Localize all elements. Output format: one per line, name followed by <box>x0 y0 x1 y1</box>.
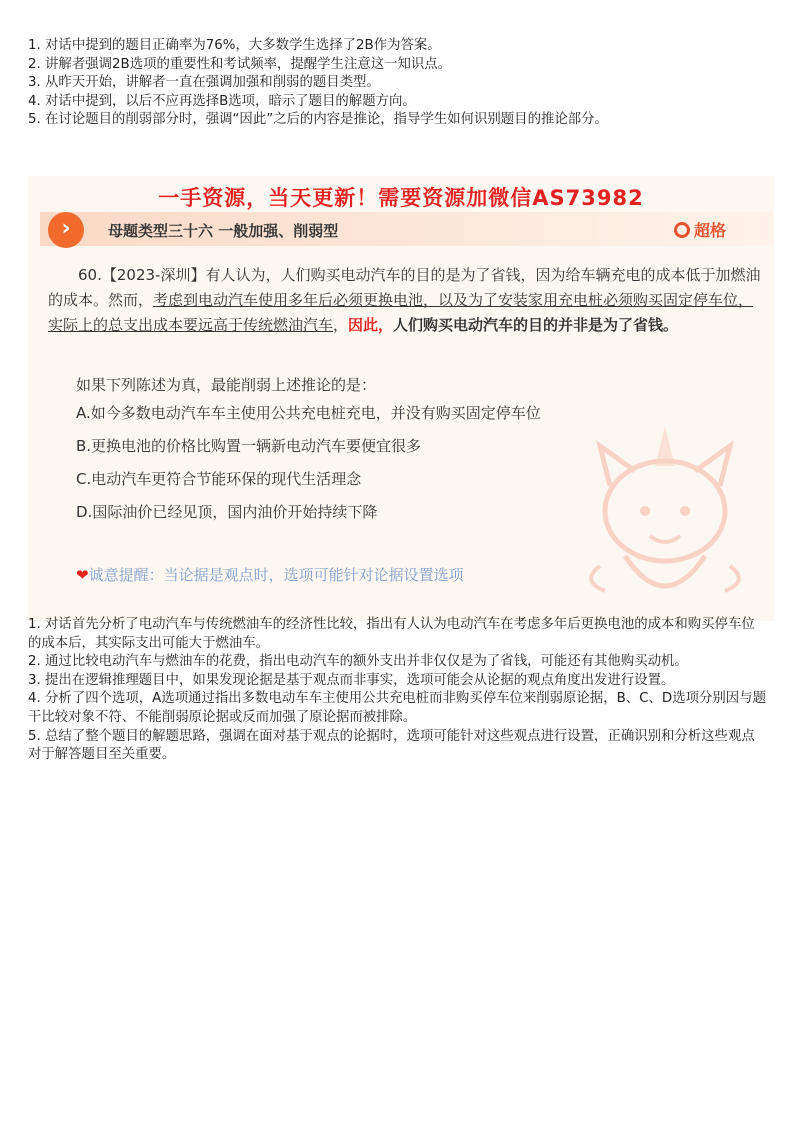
promo-headline: 一手资源，当天更新！需要资源加微信AS73982 <box>158 186 644 210</box>
chevron-right-icon: › <box>48 212 84 248</box>
question-therefore: 因此， <box>348 316 394 334</box>
brand-name: 超格 <box>693 221 726 240</box>
note-item: 1. 对话中提到的题目正确率为76%，大多数学生选择了2B作为答案。 <box>28 38 441 53</box>
question-card <box>28 176 774 621</box>
option-d: D.国际油价已经见顶，国内油价开始持续下降 <box>76 503 378 521</box>
option-b: B.更换电池的价格比购置一辆新电动汽车要便宜很多 <box>76 437 422 455</box>
summary-notes-top <box>28 37 768 130</box>
note-item: 4. 分析了四个选项，A选项通过指出多数电动车车主使用公共充电桩而非购买停车位来削弱原论据，B、C、D选项分别因与题干比较对象不符、不能削弱原论据或反而加强了原论据而被排除。 <box>28 691 766 725</box>
note-item: 4. 对话中提到，以后不应再选择B选项，暗示了题目的解题方向。 <box>28 93 416 109</box>
note-item: 5. 在讨论题目的削弱部分时，强调“因此”之后的内容是推论，指导学生如何识别题目的推论部分。 <box>28 112 608 128</box>
option-a: A.如今多数电动汽车车主使用公共充电桩充电，并没有购买固定停车位 <box>76 404 541 422</box>
note-item: 2. 通过比较电动汽车与燃油车的花费，指出电动汽车的额外支出并非仅仅是为了省钱，可能还有其他购买动机。 <box>28 654 688 670</box>
summary-notes-bottom <box>28 616 768 765</box>
brand-g-icon <box>674 222 690 238</box>
question-conclusion: 人们购买电动汽车的目的并非是为了省钱。 <box>393 316 679 334</box>
question-premise: 考虑到电动汽车使用多年后必须更换电池，以及为了安装家用充电桩必须购买固定停车位，实际上的总支出成本要远高于传统燃油汽车 <box>48 291 754 334</box>
tip-note <box>76 564 774 585</box>
note-item: 1. 对话首先分析了电动汽车与传统燃油车的经济性比较，指出有人认为电动汽车在考虑多年后更换电池的成本和购买停车位的成本后，其实际支出可能大于燃油车。 <box>28 617 755 651</box>
option-c: C.电动汽车更符合节能环保的现代生活理念 <box>76 470 362 488</box>
section-title: 母题类型三十六 一般加强、削弱型 <box>108 222 339 240</box>
question-comma: ， <box>333 316 349 334</box>
note-item: 3. 从昨天开始，讲解者一直在强调加强和削弱的题目类型。 <box>28 75 380 91</box>
note-item: 3. 提出在逻辑推理题目中，如果发现论据是基于观点而非事实，选项可能会从论据的观点角度出发进行设置。 <box>28 672 675 688</box>
question-prompt: 如果下列陈述为真，最能削弱上述推论的是： <box>76 376 377 394</box>
note-item: 2. 讲解者强调2B选项的重要性和考试频率，提醒学生注意这一知识点。 <box>28 56 452 72</box>
brand-logo <box>674 218 726 241</box>
note-item: 5. 总结了整个题目的解题思路，强调在面对基于观点的论据时，选项可能针对这些观点进行设置，正确识别和分析这些观点对于解答题目至关重要。 <box>28 728 755 763</box>
heart-icon: ❤ <box>76 566 89 584</box>
question-stem <box>48 263 766 338</box>
question-intro: 60.【2023-深圳】有人认为，人们购买电动汽车的目的是为了省钱，因为给车辆充电的成本低于加燃油的成本。然而， <box>48 266 761 309</box>
tip-text: 诚意提醒：当论据是观点时，选项可能针对论据设置选项 <box>88 566 464 584</box>
